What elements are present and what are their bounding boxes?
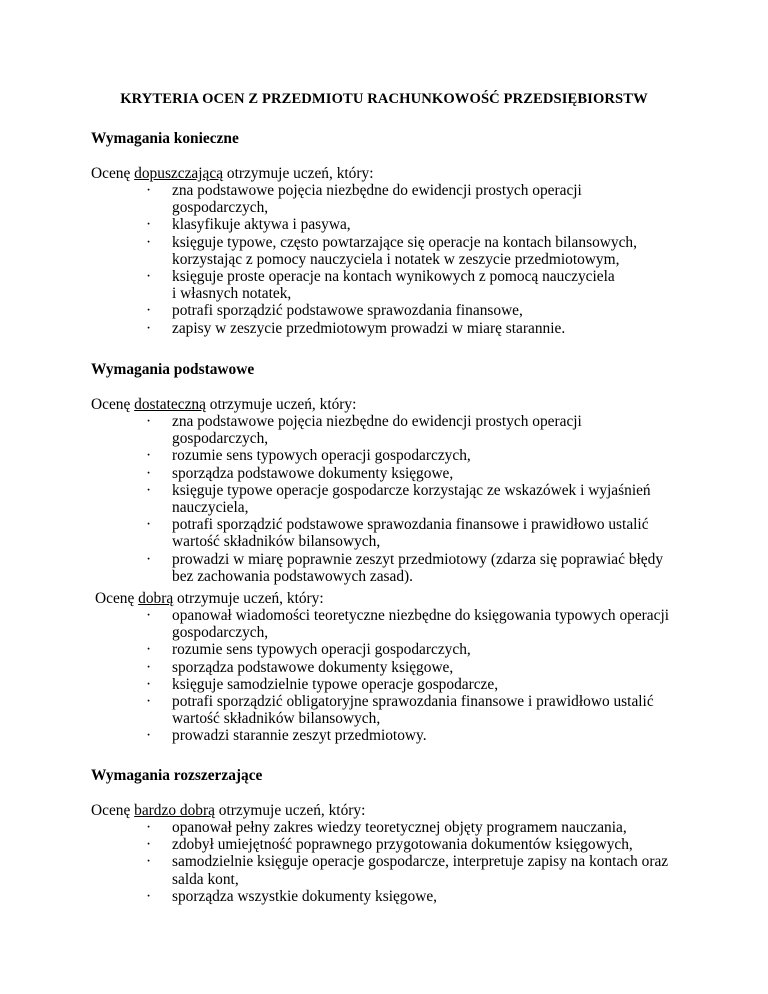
section-heading-rozszerzajace: Wymagania rozszerzające bbox=[91, 767, 263, 784]
list-item bbox=[0, 727, 692, 744]
item-line: rozumie sens typowych operacji gospodarczych, bbox=[172, 447, 471, 465]
bullet-icon: · bbox=[146, 268, 152, 286]
bullet-icon: · bbox=[146, 550, 152, 568]
list-item bbox=[0, 216, 692, 233]
item-line: korzystając z pomocy nauczyciela i notatek w zeszycie przedmiotowym, bbox=[172, 250, 620, 268]
item-line: potrafi sporządzić podstawowe sprawozdania finansowe, bbox=[172, 302, 523, 320]
list-item bbox=[0, 465, 692, 482]
item-line: sporządza podstawowe dokumenty księgowe, bbox=[172, 658, 454, 676]
bullet-icon: · bbox=[146, 182, 152, 199]
intro-prefix: Ocenę bbox=[91, 396, 135, 413]
item-line: zna podstawowe pojęcia niezbędne do ewidencji prostych operacji bbox=[172, 413, 582, 430]
item-line: potrafi sporządzić obligatoryjne sprawozdania finansowe i prawidłowo ustalić bbox=[172, 693, 654, 711]
item-line: zdobył umiejętność poprawnego przygotowania dokumentów księgowych, bbox=[172, 836, 633, 854]
item-line: rozumie sens typowych operacji gospodarczych, bbox=[172, 641, 471, 659]
item-line: księguje proste operacje na kontach wynikowych z pomocą nauczyciela bbox=[172, 268, 615, 286]
item-line: opanował wiadomości teoretyczne niezbędne do księgowania typowych operacji bbox=[172, 607, 670, 624]
bullet-icon: · bbox=[146, 413, 152, 430]
list-item bbox=[0, 551, 692, 585]
item-line: prowadzi w miarę poprawnie zeszyt przedmiotowy (zdarza się poprawiać błędy bbox=[172, 550, 664, 568]
section-heading-konieczne: Wymagania konieczne bbox=[91, 130, 239, 147]
item-line: potrafi sporządzić podstawowe sprawozdania finansowe i prawidłowo ustalić bbox=[172, 516, 649, 534]
grade-name: dostateczną bbox=[134, 396, 206, 413]
item-line: gospodarczych, bbox=[172, 624, 269, 642]
bullet-icon: · bbox=[146, 727, 152, 745]
item-line: samodzielnie księguje operacje gospodarcze, interpretuje zapisy na kontach oraz bbox=[172, 853, 669, 871]
item-line: sporządza wszystkie dokumenty księgowe, bbox=[172, 887, 437, 905]
bullet-icon: · bbox=[146, 447, 152, 465]
intro-suffix: otrzymuje uczeń, który: bbox=[223, 165, 374, 182]
criteria-list-dopuszczajaca bbox=[0, 182, 768, 337]
grade-intro-bardzo-dobra bbox=[91, 802, 365, 819]
list-item bbox=[0, 888, 692, 905]
bullet-icon: · bbox=[146, 853, 152, 871]
list-item bbox=[0, 268, 692, 302]
intro-suffix: otrzymuje uczeń, który: bbox=[205, 396, 357, 413]
list-item bbox=[0, 853, 692, 887]
bullet-icon: · bbox=[146, 819, 152, 836]
bullet-icon: · bbox=[146, 233, 152, 251]
intro-suffix: otrzymuje uczeń, który: bbox=[214, 802, 366, 819]
list-item bbox=[0, 447, 692, 464]
criteria-list-bardzo-dobra bbox=[0, 819, 768, 905]
item-line: księguje typowe, często powtarzające się operacje na kontach bilansowych, bbox=[172, 233, 637, 251]
bullet-icon: · bbox=[146, 302, 152, 320]
list-item bbox=[0, 302, 692, 319]
intro-prefix: Ocenę bbox=[91, 802, 135, 819]
bullet-icon: · bbox=[146, 481, 152, 499]
item-line: sporządza podstawowe dokumenty księgowe, bbox=[172, 464, 454, 482]
list-item bbox=[0, 676, 692, 693]
bullet-icon: · bbox=[146, 641, 152, 659]
list-item bbox=[0, 819, 692, 836]
bullet-icon: · bbox=[146, 693, 152, 711]
list-item bbox=[0, 836, 692, 853]
intro-prefix: Ocenę bbox=[95, 590, 139, 607]
item-line: księguje samodzielnie typowe operacje gospodarcze, bbox=[172, 675, 499, 693]
criteria-list-dobra bbox=[0, 607, 768, 745]
section-heading-podstawowe: Wymagania podstawowe bbox=[91, 361, 255, 378]
intro-prefix: Ocenę bbox=[91, 165, 135, 182]
list-item bbox=[0, 320, 692, 337]
item-line: bez zachowania podstawowych zasad). bbox=[172, 567, 414, 585]
grade-name: dobrą bbox=[138, 590, 174, 607]
bullet-icon: · bbox=[146, 836, 152, 854]
bullet-icon: · bbox=[146, 607, 152, 624]
item-line: salda kont, bbox=[172, 870, 239, 888]
bullet-icon: · bbox=[146, 319, 152, 337]
list-item bbox=[0, 234, 692, 268]
list-item bbox=[0, 516, 692, 550]
list-item bbox=[0, 607, 692, 641]
grade-intro-dostateczna bbox=[91, 396, 356, 413]
item-line: nauczyciela, bbox=[172, 499, 249, 517]
document-title: KRYTERIA OCEN Z PRZEDMIOTU RACHUNKOWOŚĆ PRZEDSIĘBIORSTW bbox=[120, 91, 648, 107]
item-line: gospodarczych, bbox=[172, 430, 269, 448]
grade-name: bardzo dobrą bbox=[134, 802, 215, 819]
list-item bbox=[0, 482, 692, 516]
bullet-icon: · bbox=[146, 216, 152, 234]
list-item bbox=[0, 693, 692, 727]
item-line: zna podstawowe pojęcia niezbędne do ewidencji prostych operacji bbox=[172, 182, 582, 199]
grade-name: dopuszczającą bbox=[134, 165, 224, 182]
item-line: prowadzi starannie zeszyt przedmiotowy. bbox=[172, 727, 427, 745]
intro-suffix: otrzymuje uczeń, który: bbox=[173, 590, 324, 607]
item-line: gospodarczych, bbox=[172, 199, 269, 217]
item-line: opanował pełny zakres wiedzy teoretycznej objęty programem nauczania, bbox=[172, 819, 627, 836]
criteria-list-dostateczna bbox=[0, 413, 768, 585]
item-line: i własnych notatek, bbox=[172, 285, 292, 303]
item-line: księguje typowe operacje gospodarcze korzystając ze wskazówek i wyjaśnień bbox=[172, 481, 651, 499]
bullet-icon: · bbox=[146, 516, 152, 534]
grade-intro-dobra bbox=[95, 590, 324, 607]
bullet-icon: · bbox=[146, 658, 152, 676]
grade-intro-dopuszczajaca bbox=[91, 165, 373, 182]
item-line: zapisy w zeszycie przedmiotowym prowadzi w miarę starannie. bbox=[172, 319, 566, 337]
bullet-icon: · bbox=[146, 464, 152, 482]
list-item bbox=[0, 413, 692, 447]
list-item bbox=[0, 182, 692, 216]
item-line: klasyfikuje aktywa i pasywa, bbox=[172, 216, 351, 234]
list-item bbox=[0, 659, 692, 676]
list-item bbox=[0, 641, 692, 658]
bullet-icon: · bbox=[146, 675, 152, 693]
item-line: wartość składników bilansowych, bbox=[172, 710, 381, 728]
bullet-icon: · bbox=[146, 887, 152, 905]
item-line: wartość składników bilansowych, bbox=[172, 533, 381, 551]
